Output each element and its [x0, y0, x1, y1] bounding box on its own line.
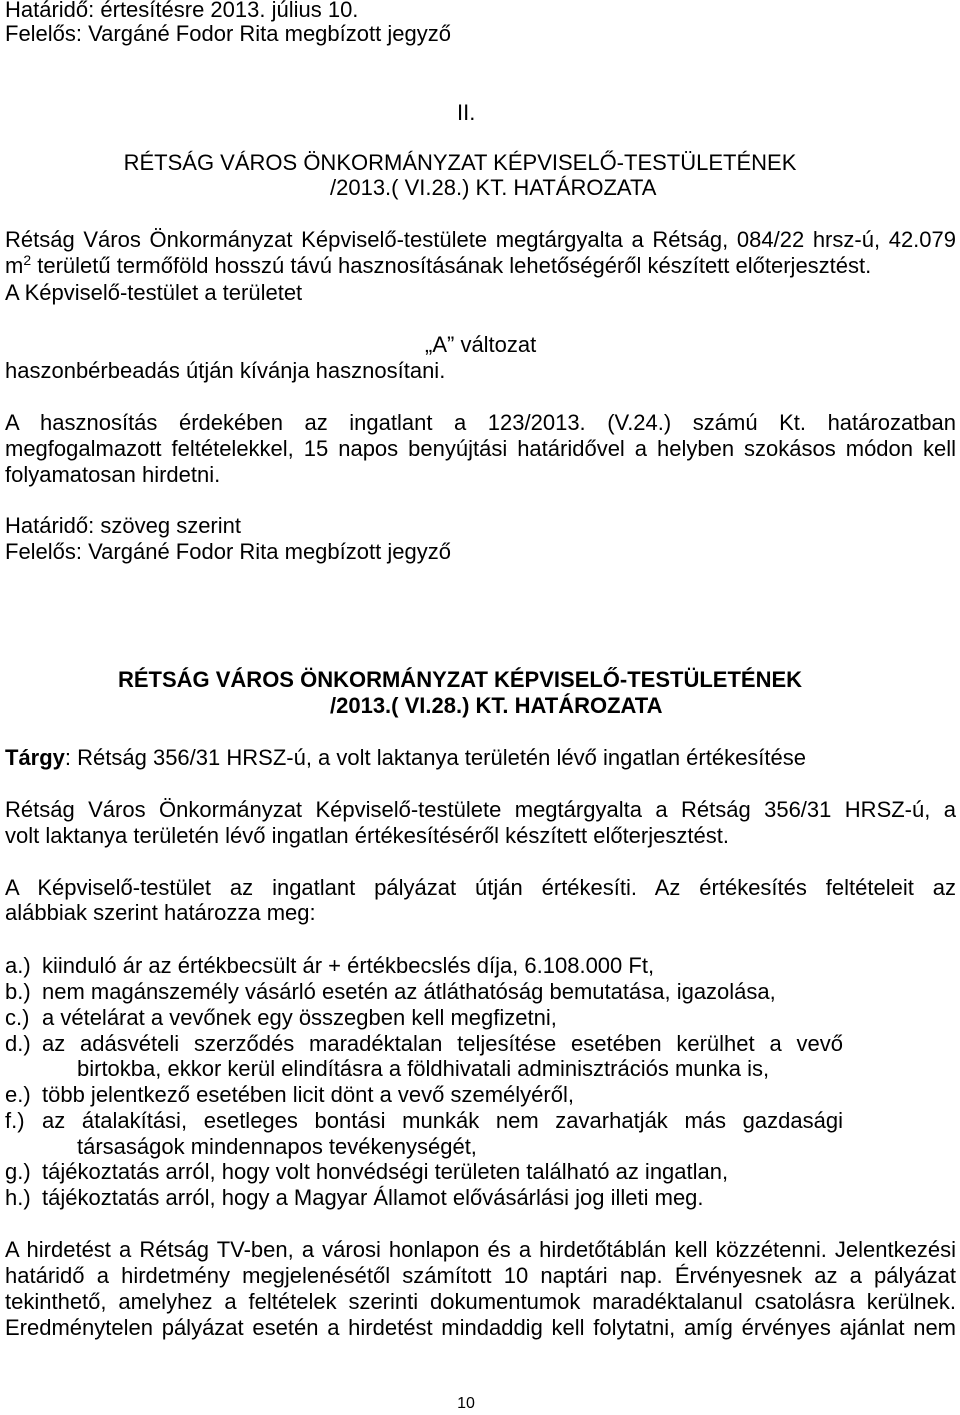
- condition-label: e.): [5, 1082, 31, 1107]
- responsible-line: Felelős: Vargáné Fodor Rita megbízott jegyző: [5, 21, 451, 46]
- paragraph-line: A Képviselő-testület az ingatlant pályázat útján értékesíti. Az értékesítés feltételeit az: [5, 875, 956, 900]
- subject-label: Tárgy: [5, 745, 65, 770]
- page-number: 10: [457, 1395, 475, 1412]
- decision-text: haszonbérbeadás útján kívánja hasznosítani.: [5, 358, 446, 383]
- condition-text: kiinduló ár az értékbecsült ár + értékbecslés díja, 6.108.000 Ft,: [42, 953, 655, 978]
- deadline-line: Határidő: értesítésre 2013. július 10.: [5, 0, 359, 22]
- paragraph-line: volt laktanya területén lévő ingatlan értékesítéséről készített előterjesztést.: [5, 823, 729, 848]
- subject-text: : Rétság 356/31 HRSZ-ú, a volt laktanya területén lévő ingatlan értékesítése: [64, 745, 807, 770]
- paragraph-line: tekinthető, amelyhez a feltételek szerinti dokumentumok maradéktalanul csatolásra kerülnek.: [5, 1289, 956, 1314]
- paragraph-line: határidő a hirdetmény megjelenésétől számított 10 naptári nap. Érvényesnek az a pályázat: [5, 1263, 956, 1288]
- condition-text-continuation: birtokba, ekkor kerül elindításra a földhivatali adminisztrációs munka is,: [77, 1056, 770, 1081]
- paragraph-line: Rétság Város Önkormányzat Képviselő-testülete megtárgyalta a Rétság 356/31 HRSZ-ú, a: [5, 797, 956, 822]
- resolution-heading-line-2: /2013.( VI.28.) KT. HATÁROZATA: [330, 693, 663, 718]
- intro-line-2-text: területű termőföld hosszú távú hasznosításának lehetőségéről készített előterjesztést.: [31, 253, 872, 278]
- condition-text: tájékoztatás arról, hogy volt honvédségi területen található az ingatlan,: [42, 1159, 729, 1184]
- condition-label: h.): [5, 1185, 31, 1210]
- intro-line-1: Rétság Város Önkormányzat Képviselő-testülete megtárgyalta a Rétság, 084/22 hrsz-ú, 42.079: [5, 227, 956, 252]
- section-number: II.: [457, 100, 476, 125]
- paragraph-line: megfogalmazott feltételekkel, 15 napos benyújtási határidővel a helyben szokásos módon kell: [5, 436, 956, 461]
- intro-line-2: [5, 253, 871, 279]
- resolution-heading-line-1: RÉTSÁG VÁROS ÖNKORMÁNYZAT KÉPVISELŐ-TESTÜLETÉNEK: [117, 667, 803, 692]
- area-unit: m: [5, 253, 24, 278]
- condition-text: több jelentkező esetében licit dönt a vevő személyéről,: [42, 1082, 574, 1107]
- condition-text: a vételárat a vevőnek egy összegben kell megfizetni,: [42, 1005, 557, 1030]
- condition-label: g.): [5, 1159, 31, 1184]
- paragraph-line: alábbiak szerint határozza meg:: [5, 900, 316, 925]
- deadline-line: Határidő: szöveg szerint: [5, 513, 241, 538]
- condition-label: a.): [5, 953, 31, 978]
- paragraph-line: A hirdetést a Rétság TV-ben, a városi honlapon és a hirdetőtáblán kell közzétenni. Jelentkezési: [5, 1237, 956, 1262]
- resolution-heading-line-1: RÉTSÁG VÁROS ÖNKORMÁNYZAT KÉPVISELŐ-TESTÜLETÉNEK: [123, 150, 797, 175]
- condition-label: b.): [5, 979, 31, 1004]
- condition-text-continuation: társaságok mindennapos tevékenységét,: [77, 1134, 477, 1159]
- subject-line: [5, 745, 806, 771]
- resolution-heading-line-2: /2013.( VI.28.) KT. HATÁROZATA: [330, 175, 657, 200]
- paragraph-line: Eredménytelen pályázat esetén a hirdetést mindaddig kell folytatni, amíg érvényes ajánlat nem: [5, 1315, 956, 1340]
- condition-text: nem magánszemély vásárló esetén az átláthatóság bemutatása, igazolása,: [42, 979, 776, 1004]
- responsible-line: Felelős: Vargáné Fodor Rita megbízott jegyző: [5, 539, 451, 564]
- paragraph-line: A hasznosítás érdekében az ingatlant a 123/2013. (V.24.) számú Kt. határozatban: [5, 410, 956, 435]
- condition-label: f.): [5, 1108, 25, 1133]
- condition-label: c.): [5, 1005, 30, 1030]
- paragraph-line: folyamatosan hirdetni.: [5, 462, 221, 487]
- area-unit-superscript: 2: [23, 252, 32, 268]
- condition-text: az adásvételi szerződés maradéktalan teljesítése esetében kerülhet a vevő: [42, 1031, 843, 1056]
- condition-text: az átalakítási, esetleges bontási munkák nem zavarhatják más gazdasági: [42, 1108, 843, 1133]
- intro-line-3: A Képviselő-testület a területet: [5, 280, 303, 305]
- condition-label: d.): [5, 1031, 31, 1056]
- variant-label: „A” változat: [425, 332, 537, 357]
- condition-text: tájékoztatás arról, hogy a Magyar Államot elővásárlási jog illeti meg.: [42, 1185, 704, 1210]
